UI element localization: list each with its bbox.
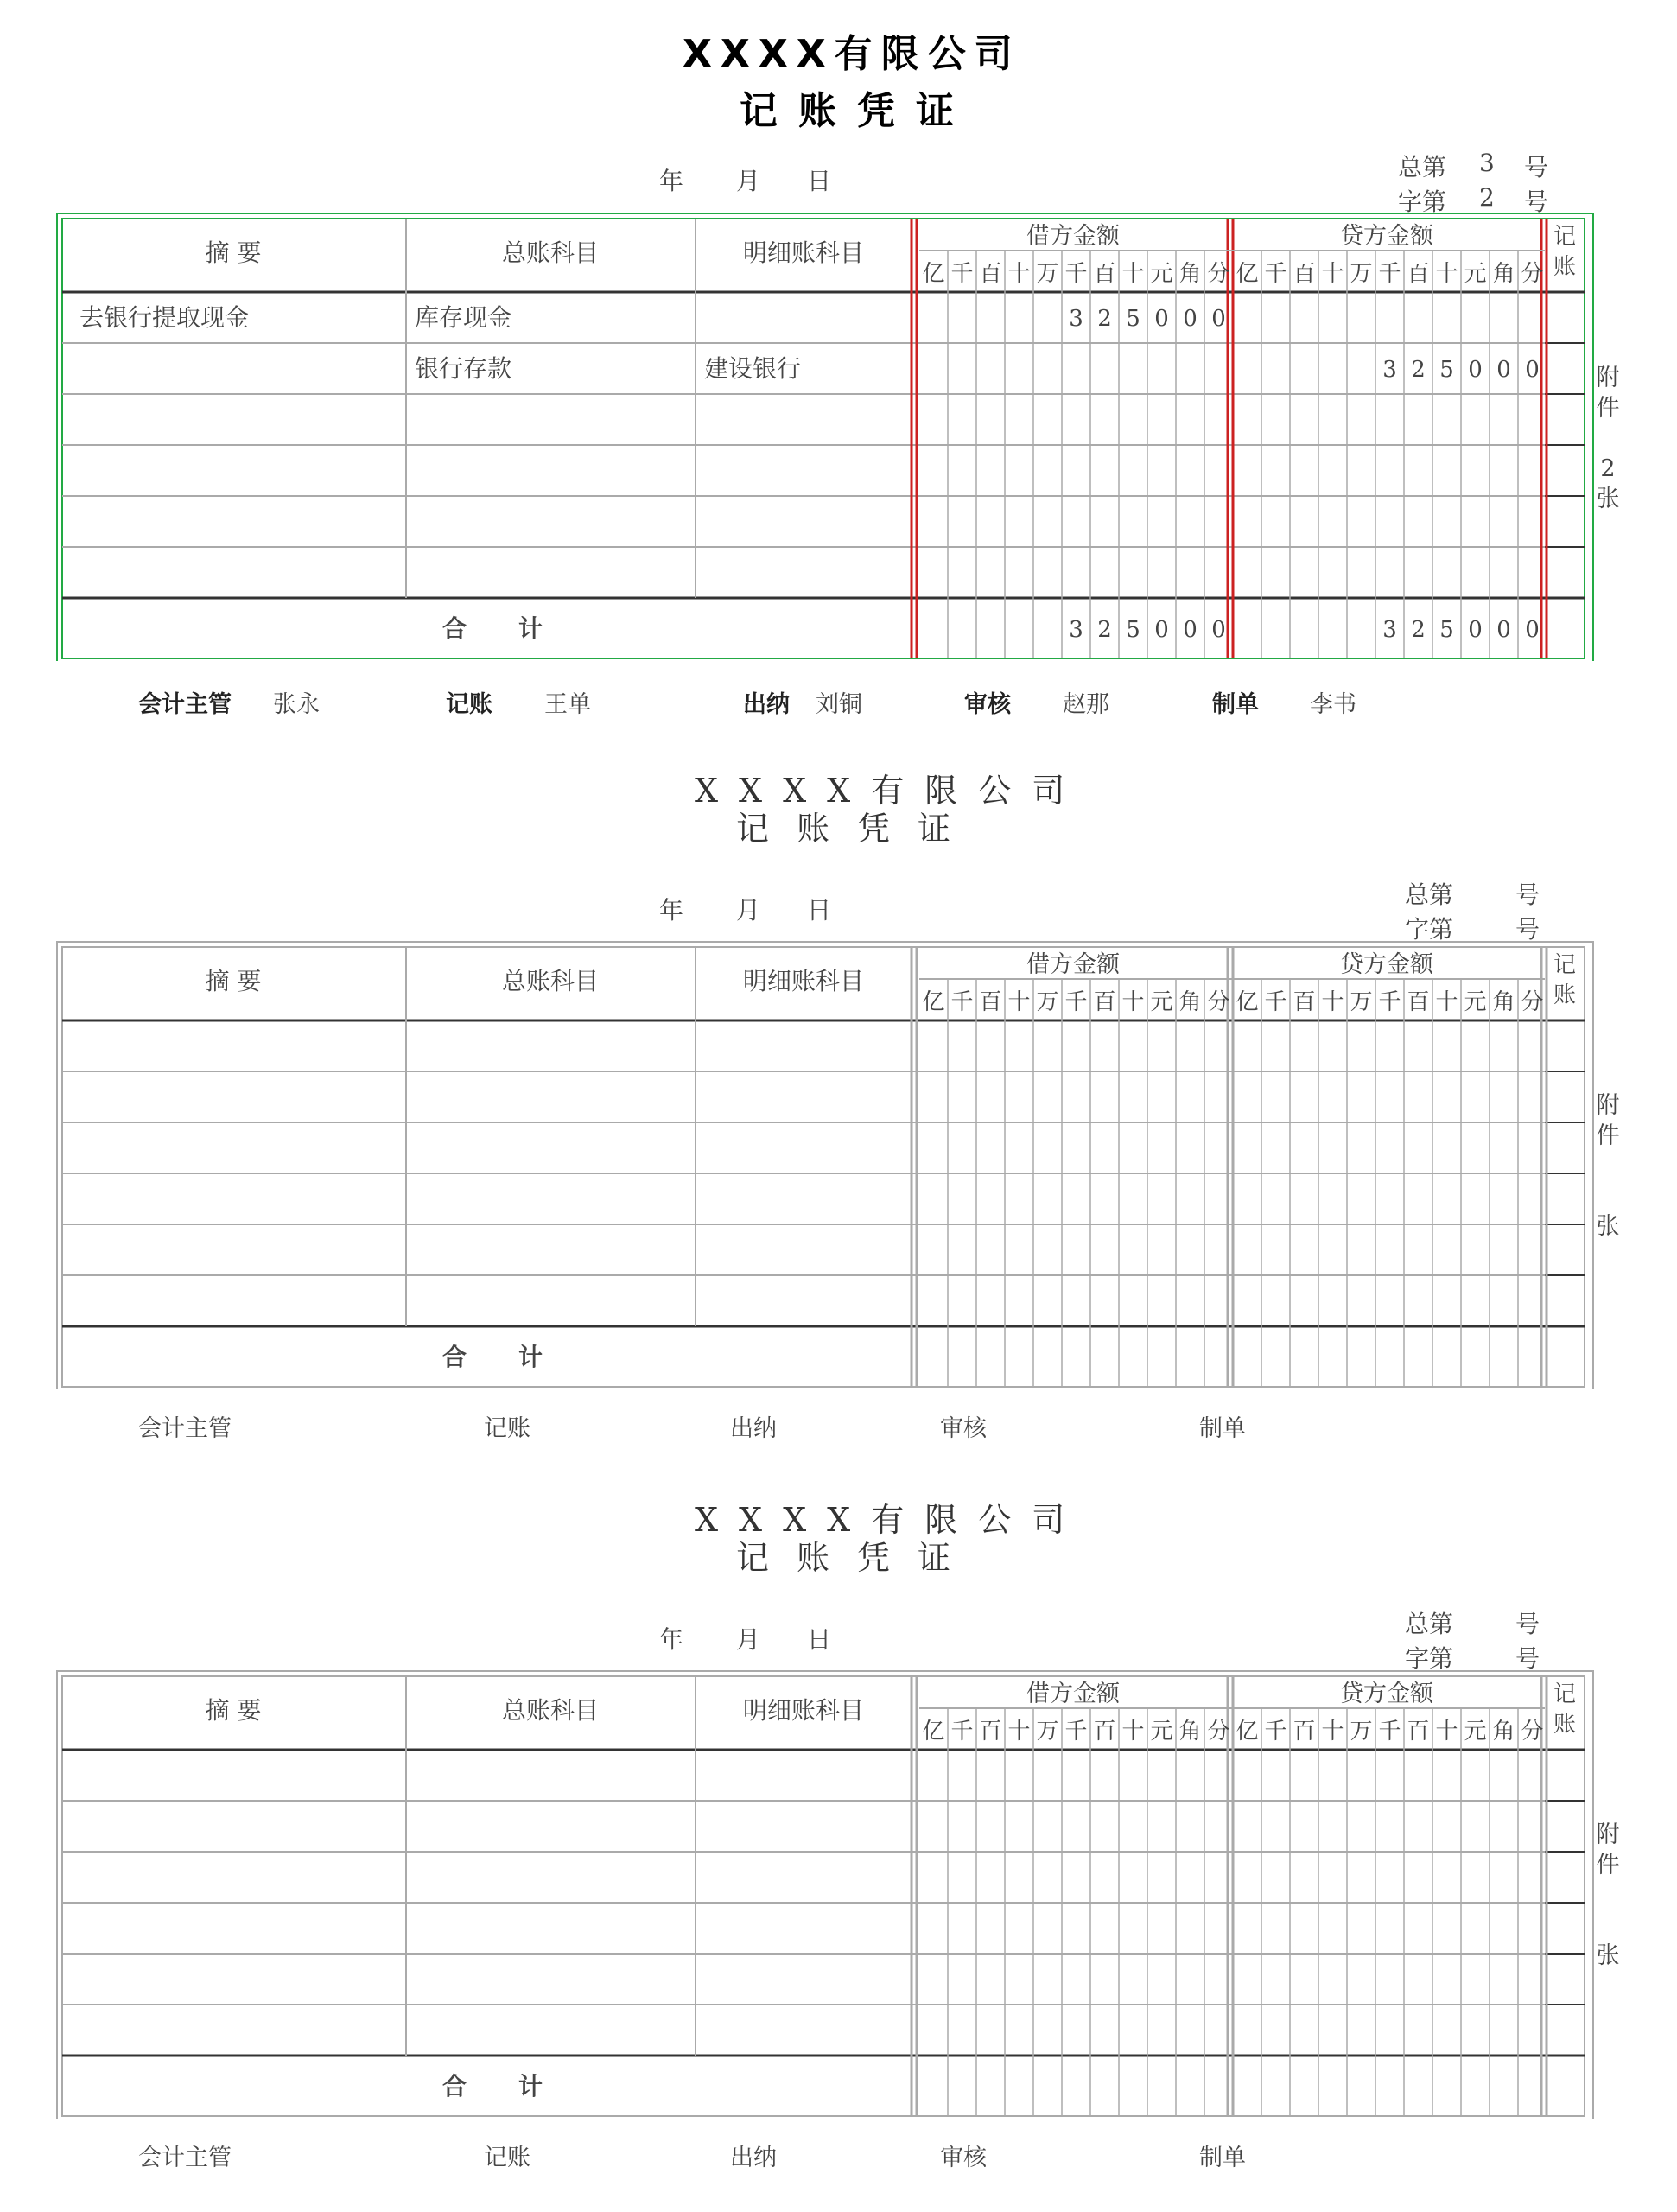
credit-unit-label: 十 xyxy=(1321,1719,1344,1745)
credit-unit-label: 千 xyxy=(1264,1719,1287,1745)
attachment-label-2: 件 xyxy=(1596,1852,1620,1878)
credit-unit-label: 十 xyxy=(1435,989,1458,1015)
sign-label-cashier: 出纳 xyxy=(730,1415,777,1442)
sign-label-bookkeeper: 记账 xyxy=(446,691,492,718)
sign-label-supervisor: 会计主管 xyxy=(138,2145,232,2171)
attachment-label-2: 件 xyxy=(1596,395,1620,422)
row-credit-digit: 2 xyxy=(1411,357,1426,383)
debit-unit-label: 亿 xyxy=(922,989,945,1015)
voucher-table xyxy=(0,1669,1677,2119)
sign-name-auditor: 赵那 xyxy=(1063,691,1109,718)
char-number-suffix: 号 xyxy=(1524,188,1549,216)
attachment-unit: 张 xyxy=(1596,1213,1620,1240)
credit-unit-label: 角 xyxy=(1492,989,1515,1015)
voucher-title: 记账凭证 xyxy=(736,810,979,848)
credit-unit-label: 千 xyxy=(1378,1719,1401,1745)
total-number-suffix: 号 xyxy=(1515,880,1540,909)
total-debit-digit: 0 xyxy=(1183,617,1197,643)
debit-unit-label: 百 xyxy=(979,1719,1002,1745)
date-year: 年 xyxy=(659,167,684,195)
header-detail-ledger: 明细账科目 xyxy=(742,238,865,267)
attachment-count: 2 xyxy=(1600,455,1616,482)
debit-unit-label: 分 xyxy=(1207,1719,1230,1745)
header-summary: 摘 要 xyxy=(205,1696,262,1725)
debit-unit-label: 十 xyxy=(1121,989,1145,1015)
row-summary: 去银行提取现金 xyxy=(79,303,250,332)
header-credit: 贷方金额 xyxy=(1340,951,1433,978)
header-debit: 借方金额 xyxy=(1026,223,1120,250)
debit-unit-label: 百 xyxy=(979,989,1002,1015)
debit-unit-label: 千 xyxy=(950,1719,974,1745)
header-posting-2: 账 xyxy=(1553,254,1577,280)
credit-unit-label: 百 xyxy=(1293,261,1316,287)
row-credit-digit: 0 xyxy=(1525,357,1540,383)
row-debit-digit: 5 xyxy=(1126,306,1140,332)
sign-label-cashier: 出纳 xyxy=(743,691,790,718)
date-day: 日 xyxy=(807,167,832,195)
debit-unit-label: 百 xyxy=(1093,1719,1116,1745)
row-detail-ledger: 建设银行 xyxy=(704,354,802,383)
company-title: XXXX有限公司 xyxy=(695,1501,1086,1539)
debit-unit-label: 千 xyxy=(1064,989,1088,1015)
date-day: 日 xyxy=(807,1625,832,1654)
char-number-value: 2 xyxy=(1479,183,1495,212)
header-general-ledger: 总账科目 xyxy=(501,238,600,267)
debit-unit-label: 元 xyxy=(1150,261,1173,287)
char-number-suffix: 号 xyxy=(1515,1644,1540,1673)
char-number-suffix: 号 xyxy=(1515,915,1540,944)
attachment-unit: 张 xyxy=(1596,486,1620,512)
total-number-label: 总第 xyxy=(1405,1610,1454,1638)
debit-unit-label: 万 xyxy=(1036,1719,1059,1745)
header-posting-1: 记 xyxy=(1553,224,1577,250)
debit-unit-label: 十 xyxy=(1007,989,1031,1015)
total-debit-digit: 3 xyxy=(1069,617,1083,643)
char-number-label: 字第 xyxy=(1405,1644,1454,1673)
attachment-label-1: 附 xyxy=(1596,1821,1620,1848)
credit-unit-label: 分 xyxy=(1521,261,1544,287)
header-detail-ledger: 明细账科目 xyxy=(742,1696,865,1725)
credit-unit-label: 百 xyxy=(1293,1719,1316,1745)
attachment-unit: 张 xyxy=(1596,1942,1620,1969)
total-credit-digit: 0 xyxy=(1525,617,1540,643)
header-general-ledger: 总账科目 xyxy=(501,1696,600,1725)
credit-unit-label: 千 xyxy=(1264,989,1287,1015)
debit-unit-label: 千 xyxy=(950,261,974,287)
date-year: 年 xyxy=(659,896,684,925)
credit-unit-label: 分 xyxy=(1521,989,1544,1015)
debit-unit-label: 角 xyxy=(1178,989,1202,1015)
voucher-title: 记账凭证 xyxy=(740,89,975,133)
total-credit-digit: 3 xyxy=(1382,617,1397,643)
header-credit: 贷方金额 xyxy=(1340,1681,1433,1707)
sign-label-preparer: 制单 xyxy=(1199,1415,1246,1442)
sign-name-cashier: 刘铜 xyxy=(816,691,862,718)
total-number-suffix: 号 xyxy=(1524,153,1549,181)
debit-unit-label: 百 xyxy=(979,261,1002,287)
header-debit: 借方金额 xyxy=(1026,1681,1120,1707)
debit-unit-label: 十 xyxy=(1007,261,1031,287)
voucher-table xyxy=(0,212,1677,661)
total-number-label: 总第 xyxy=(1398,153,1447,181)
header-posting-1: 记 xyxy=(1553,952,1577,978)
total-number-label: 总第 xyxy=(1405,880,1454,909)
sign-label-bookkeeper: 记账 xyxy=(484,2145,530,2171)
row-credit-digit: 0 xyxy=(1496,357,1511,383)
sign-label-bookkeeper: 记账 xyxy=(484,1415,530,1442)
credit-unit-label: 亿 xyxy=(1236,261,1259,287)
sign-label-preparer: 制单 xyxy=(1212,691,1259,718)
total-label-1: 合 xyxy=(442,1343,467,1371)
debit-unit-label: 十 xyxy=(1007,1719,1031,1745)
credit-unit-label: 亿 xyxy=(1236,1719,1259,1745)
sign-label-preparer: 制单 xyxy=(1199,2145,1246,2171)
header-posting-1: 记 xyxy=(1553,1681,1577,1707)
debit-unit-label: 角 xyxy=(1178,261,1202,287)
debit-unit-label: 千 xyxy=(950,989,974,1015)
total-number-value: 3 xyxy=(1479,149,1495,177)
date-day: 日 xyxy=(807,896,832,925)
sign-name-preparer: 李书 xyxy=(1310,691,1356,718)
header-debit: 借方金额 xyxy=(1026,951,1120,978)
row-debit-digit: 0 xyxy=(1154,306,1169,332)
total-debit-digit: 0 xyxy=(1211,617,1226,643)
credit-unit-label: 十 xyxy=(1321,261,1344,287)
date-year: 年 xyxy=(659,1625,684,1654)
credit-unit-label: 万 xyxy=(1350,1719,1373,1745)
sign-label-supervisor: 会计主管 xyxy=(138,1415,232,1442)
total-credit-digit: 0 xyxy=(1496,617,1511,643)
attachment-label-2: 件 xyxy=(1596,1122,1620,1149)
credit-unit-label: 百 xyxy=(1407,989,1430,1015)
sign-label-supervisor: 会计主管 xyxy=(138,691,232,718)
header-general-ledger: 总账科目 xyxy=(501,967,600,995)
debit-unit-label: 千 xyxy=(1064,261,1088,287)
debit-unit-label: 元 xyxy=(1150,989,1173,1015)
debit-unit-label: 十 xyxy=(1121,261,1145,287)
credit-unit-label: 亿 xyxy=(1236,989,1259,1015)
header-summary: 摘 要 xyxy=(205,238,262,267)
header-detail-ledger: 明细账科目 xyxy=(742,967,865,995)
credit-unit-label: 千 xyxy=(1378,261,1401,287)
credit-unit-label: 千 xyxy=(1378,989,1401,1015)
row-debit-digit: 3 xyxy=(1069,306,1083,332)
total-label-2: 计 xyxy=(518,614,543,643)
debit-unit-label: 分 xyxy=(1207,989,1230,1015)
row-general-ledger: 银行存款 xyxy=(415,354,512,383)
debit-unit-label: 万 xyxy=(1036,261,1059,287)
row-credit-digit: 0 xyxy=(1468,357,1483,383)
date-month: 月 xyxy=(736,167,761,195)
sign-name-bookkeeper: 王单 xyxy=(544,691,591,718)
credit-unit-label: 分 xyxy=(1521,1719,1544,1745)
sign-label-cashier: 出纳 xyxy=(730,2145,777,2171)
debit-unit-label: 分 xyxy=(1207,261,1230,287)
credit-unit-label: 元 xyxy=(1464,989,1487,1015)
debit-unit-label: 百 xyxy=(1093,261,1116,287)
total-debit-digit: 2 xyxy=(1097,617,1112,643)
credit-unit-label: 百 xyxy=(1407,1719,1430,1745)
credit-unit-label: 千 xyxy=(1264,261,1287,287)
total-credit-digit: 2 xyxy=(1411,617,1426,643)
credit-unit-label: 角 xyxy=(1492,1719,1515,1745)
attachment-label-1: 附 xyxy=(1596,1092,1620,1119)
credit-unit-label: 角 xyxy=(1492,261,1515,287)
header-credit: 贷方金额 xyxy=(1340,223,1433,250)
sign-name-supervisor: 张永 xyxy=(273,691,320,718)
total-label-2: 计 xyxy=(518,1343,543,1371)
total-debit-digit: 5 xyxy=(1126,617,1140,643)
attachment-label-1: 附 xyxy=(1596,365,1620,391)
debit-unit-label: 亿 xyxy=(922,261,945,287)
total-label-1: 合 xyxy=(442,2072,467,2101)
debit-unit-label: 十 xyxy=(1121,1719,1145,1745)
debit-unit-label: 亿 xyxy=(922,1719,945,1745)
header-posting-2: 账 xyxy=(1553,982,1577,1008)
total-label-1: 合 xyxy=(442,614,467,643)
credit-unit-label: 十 xyxy=(1435,261,1458,287)
total-credit-digit: 5 xyxy=(1439,617,1454,643)
sign-label-auditor: 审核 xyxy=(940,1415,987,1442)
row-debit-digit: 2 xyxy=(1097,306,1112,332)
company-title: XXXX有限公司 xyxy=(683,32,1021,76)
date-month: 月 xyxy=(736,896,761,925)
char-number-label: 字第 xyxy=(1405,915,1454,944)
voucher-table xyxy=(0,940,1677,1389)
credit-unit-label: 元 xyxy=(1464,1719,1487,1745)
debit-unit-label: 角 xyxy=(1178,1719,1202,1745)
debit-unit-label: 百 xyxy=(1093,989,1116,1015)
debit-unit-label: 元 xyxy=(1150,1719,1173,1745)
header-posting-2: 账 xyxy=(1553,1712,1577,1738)
credit-unit-label: 百 xyxy=(1293,989,1316,1015)
credit-unit-label: 元 xyxy=(1464,261,1487,287)
total-debit-digit: 0 xyxy=(1154,617,1169,643)
total-number-suffix: 号 xyxy=(1515,1610,1540,1638)
row-credit-digit: 3 xyxy=(1382,357,1397,383)
sign-label-auditor: 审核 xyxy=(964,691,1011,718)
credit-unit-label: 十 xyxy=(1321,989,1344,1015)
header-summary: 摘 要 xyxy=(205,967,262,995)
credit-unit-label: 万 xyxy=(1350,261,1373,287)
credit-unit-label: 万 xyxy=(1350,989,1373,1015)
sign-label-auditor: 审核 xyxy=(940,2145,987,2171)
row-debit-digit: 0 xyxy=(1211,306,1226,332)
char-number-label: 字第 xyxy=(1398,188,1447,216)
voucher-title: 记账凭证 xyxy=(736,1539,979,1577)
row-credit-digit: 5 xyxy=(1439,357,1454,383)
total-credit-digit: 0 xyxy=(1468,617,1483,643)
debit-unit-label: 万 xyxy=(1036,989,1059,1015)
company-title: XXXX有限公司 xyxy=(695,772,1086,810)
date-month: 月 xyxy=(736,1625,761,1654)
row-general-ledger: 库存现金 xyxy=(415,303,512,332)
credit-unit-label: 十 xyxy=(1435,1719,1458,1745)
debit-unit-label: 千 xyxy=(1064,1719,1088,1745)
total-label-2: 计 xyxy=(518,2072,543,2101)
row-debit-digit: 0 xyxy=(1183,306,1197,332)
credit-unit-label: 百 xyxy=(1407,261,1430,287)
